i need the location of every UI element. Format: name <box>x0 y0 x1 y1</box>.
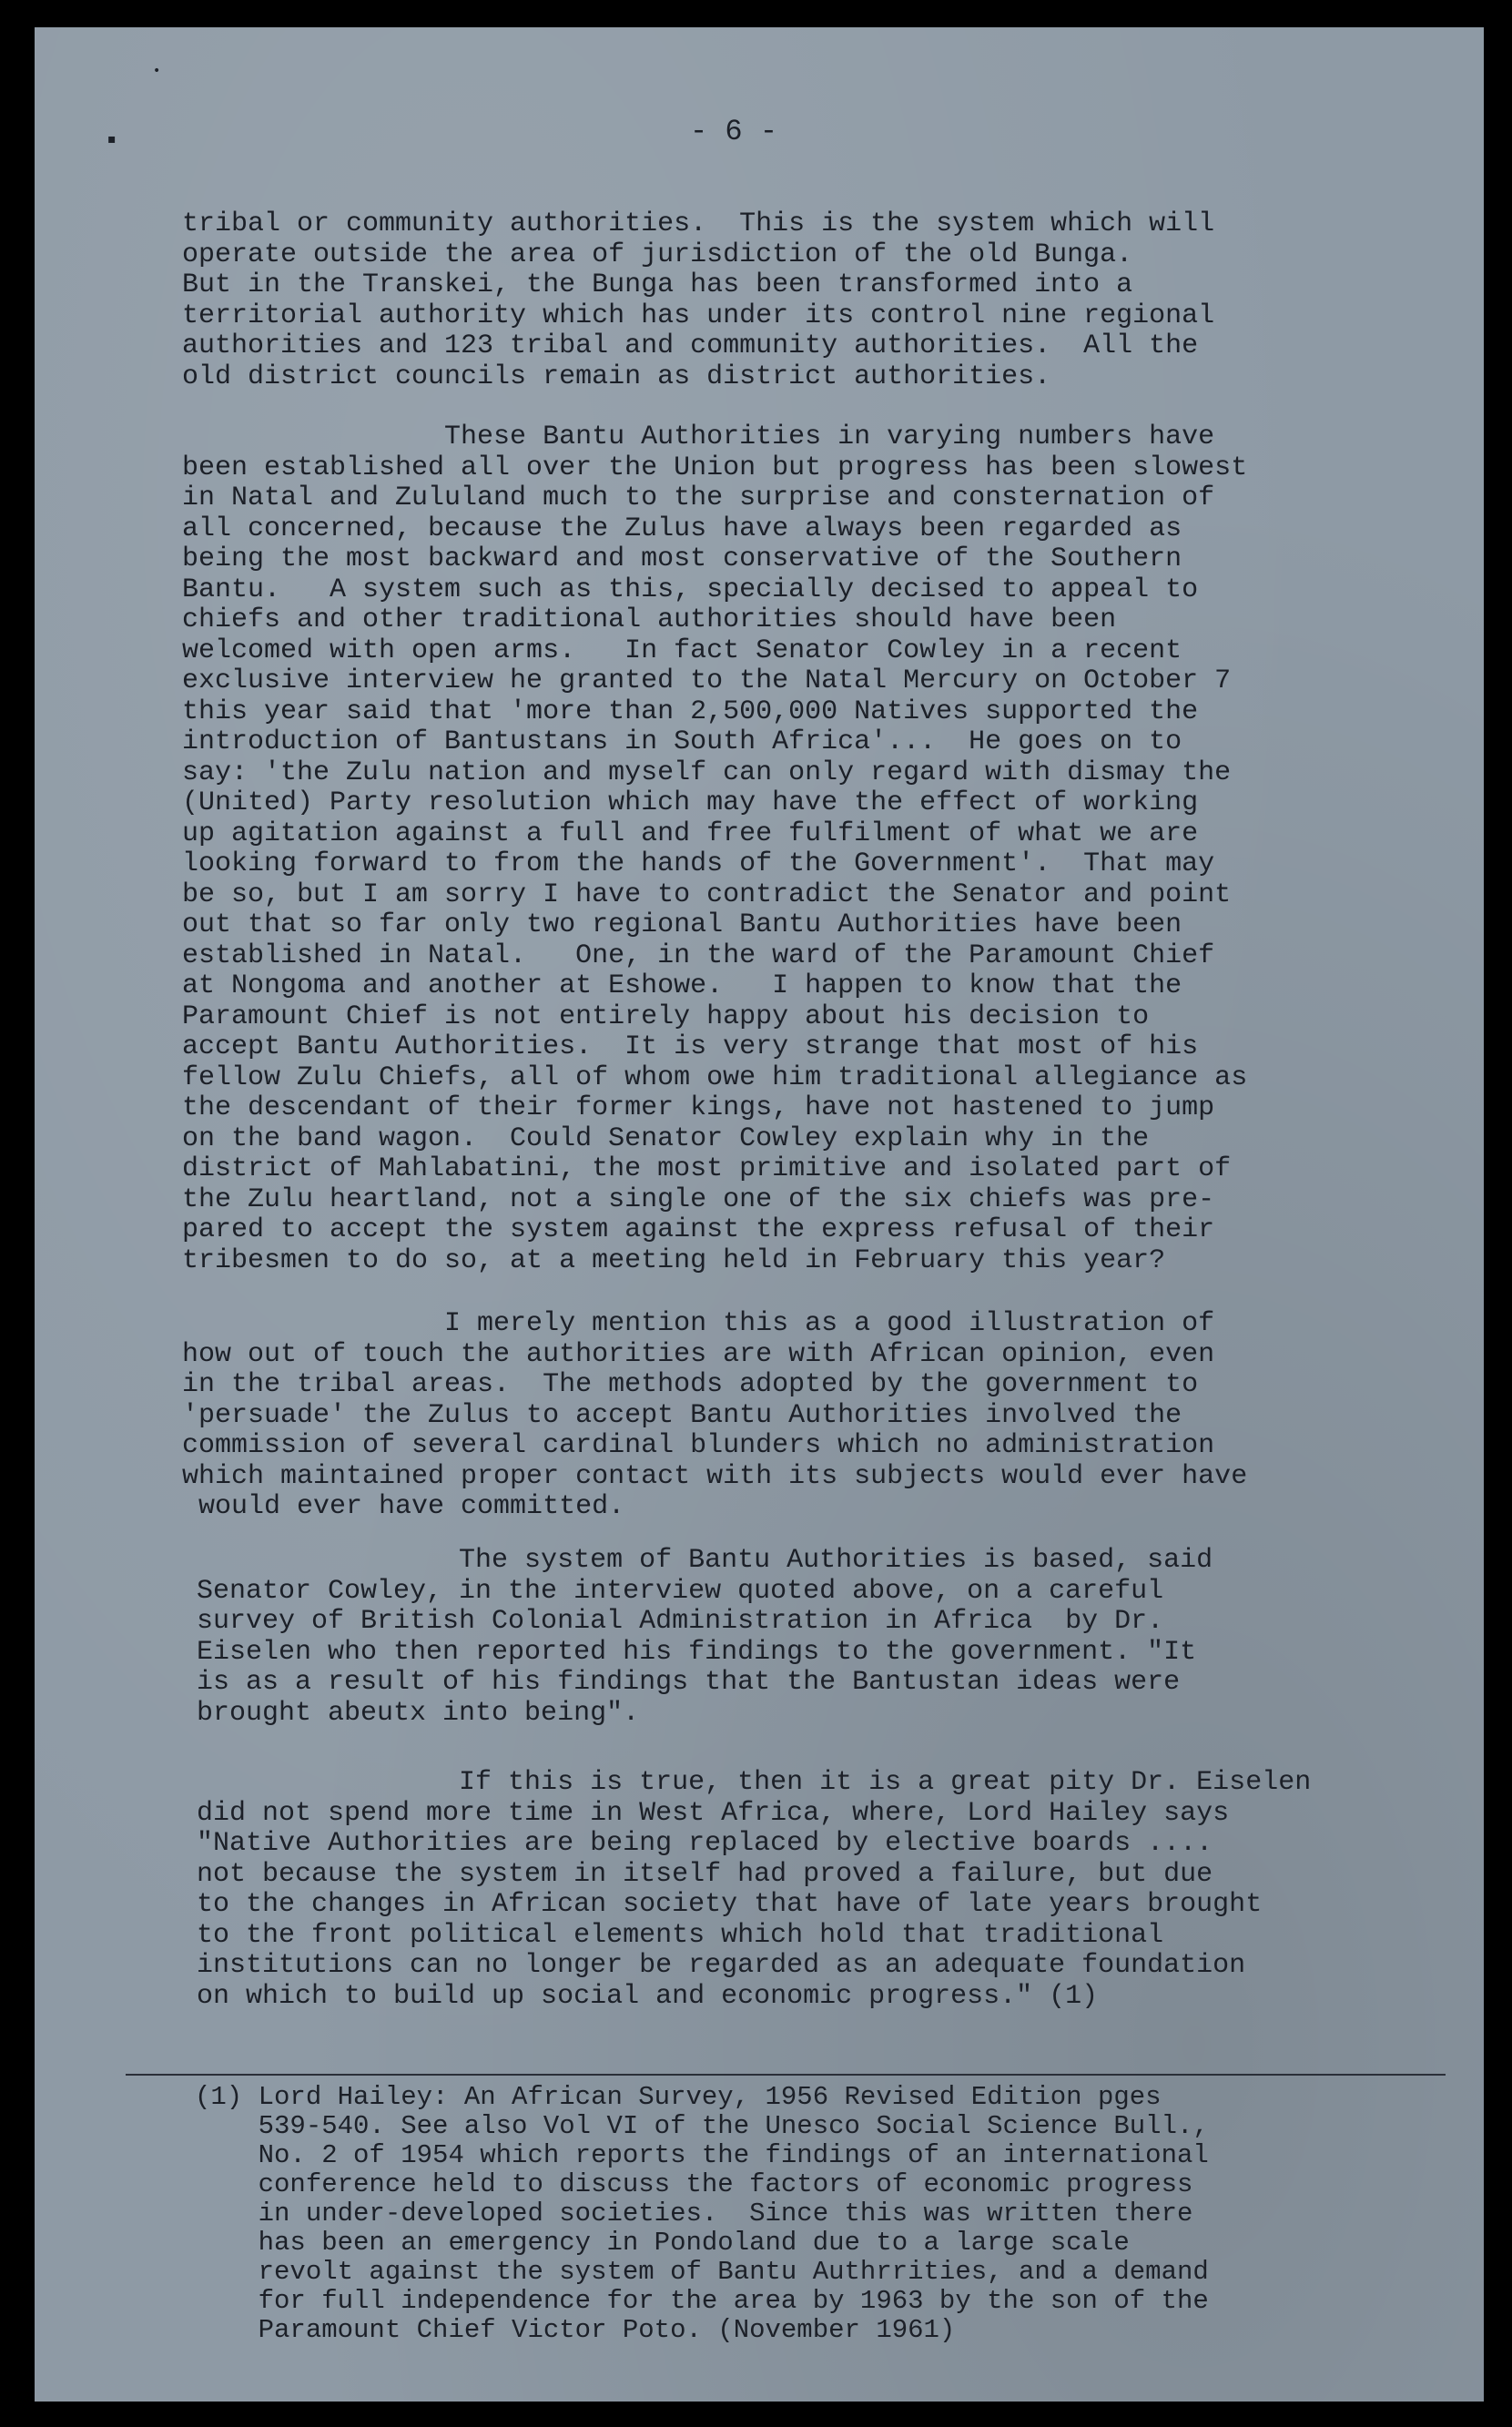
footnote: (1) Lord Hailey: An African Survey, 1956 Revised Edition pges 539-540. See also Vol VI of the Unesco Social Science Bull., No. 2 of 1954 which reports the findings of an international conference held to discuss the factors of economic progress in under-developed societies. Since this was written there has been an emergency in Pondoland due to a large scale revolt against the system of Bantu Authrrities, and a demand for full independence for the area by 1963 by the son of the Paramount Chief Victor Poto. (November 1961) <box>195 2082 1209 2345</box>
document-page <box>35 27 1484 2402</box>
paragraph-1: tribal or community authorities. This is the system which will operate outside the area of jurisdiction of the old Bunga. But in the Transkei, the Bunga has been transformed into a territorial authority which has under its control nine regional authorities and 123 tribal and community authorities. All the old district councils remain as district authorities. <box>182 208 1215 392</box>
paragraph-2: These Bantu Authorities in varying numbers have been established all over the Union but progress has been slowest in Natal and Zululand much to the surprise and consternation of all concerned, because the Zulus have always been regarded as being the most backward and most conservative of the Southern Bantu. A system such as this, specially decised to appeal to chiefs and other traditional authorities should have been welcomed with open arms. In fact Senator Cowley in a recent exclusive interview he granted to the Natal Mercury on October 7 this year said that 'more than 2,500,000 Natives supported the introduction of Bantustans in South Africa'... He goes on to say: 'the Zulu nation and myself can only regard with dismay the (United) Party resolution which may have the effect of working up agitation against a full and free fulfilment of what we are looking forward to from the hands of the Government'. That may be so, but I am sorry I have to contradict the Senator and point out that so far only two regional Bantu Authorities have been established in Natal. One, in the ward of the Paramount Chief at Nongoma and another at Eshowe. I happen to know that the Paramount Chief is not entirely happy about his decision to accept Bantu Authorities. It is very strange that most of his fellow Zulu Chiefs, all of whom owe him traditional allegiance as the descendant of their former kings, have not hastened to jump on the band wagon. Could Senator Cowley explain why in the district of Mahlabatini, the most primitive and isolated part of the Zulu heartland, not a single one of the six chiefs was pre- pared to accept the system against the express refusal of their tribesmen to do so, at a meeting held in February this year? <box>182 421 1248 1276</box>
paragraph-3: I merely mention this as a good illustration of how out of touch the authorities are with African opinion, even in the tribal areas. The methods adopted by the government to 'persuade' the Zulus to accept Bantu Authorities involved the commission of several cardinal blunders which no administration which maintained proper contact with its subjects would ever have would ever have committed. <box>182 1308 1248 1522</box>
footnote-divider <box>126 2074 1446 2076</box>
ink-speck-mark: • <box>153 64 161 78</box>
paragraph-4: The system of Bantu Authorities is based, said Senator Cowley, in the interview quoted above, on a careful survey of British Colonial Administration in Africa by Dr. Eiselen who then reported his findings to the government. "It is as a result of his findings that the Bantustan ideas were brought abeutx into being". <box>197 1545 1213 1729</box>
page-number: - 6 - <box>690 115 778 148</box>
punch-hole-mark: ▪ <box>107 132 117 147</box>
paragraph-5: If this is true, then it is a great pity Dr. Eiselen did not spend more time in West Africa, where, Lord Hailey says "Native Authorities are being replaced by elective boards .... not because the system in itself had proved a failure, but due to the changes in African society that have of late years brought to the front political elements which hold that traditional institutions can no longer be regarded as an adequate foundation on which to build up social and economic progress." (1) <box>197 1767 1312 2012</box>
